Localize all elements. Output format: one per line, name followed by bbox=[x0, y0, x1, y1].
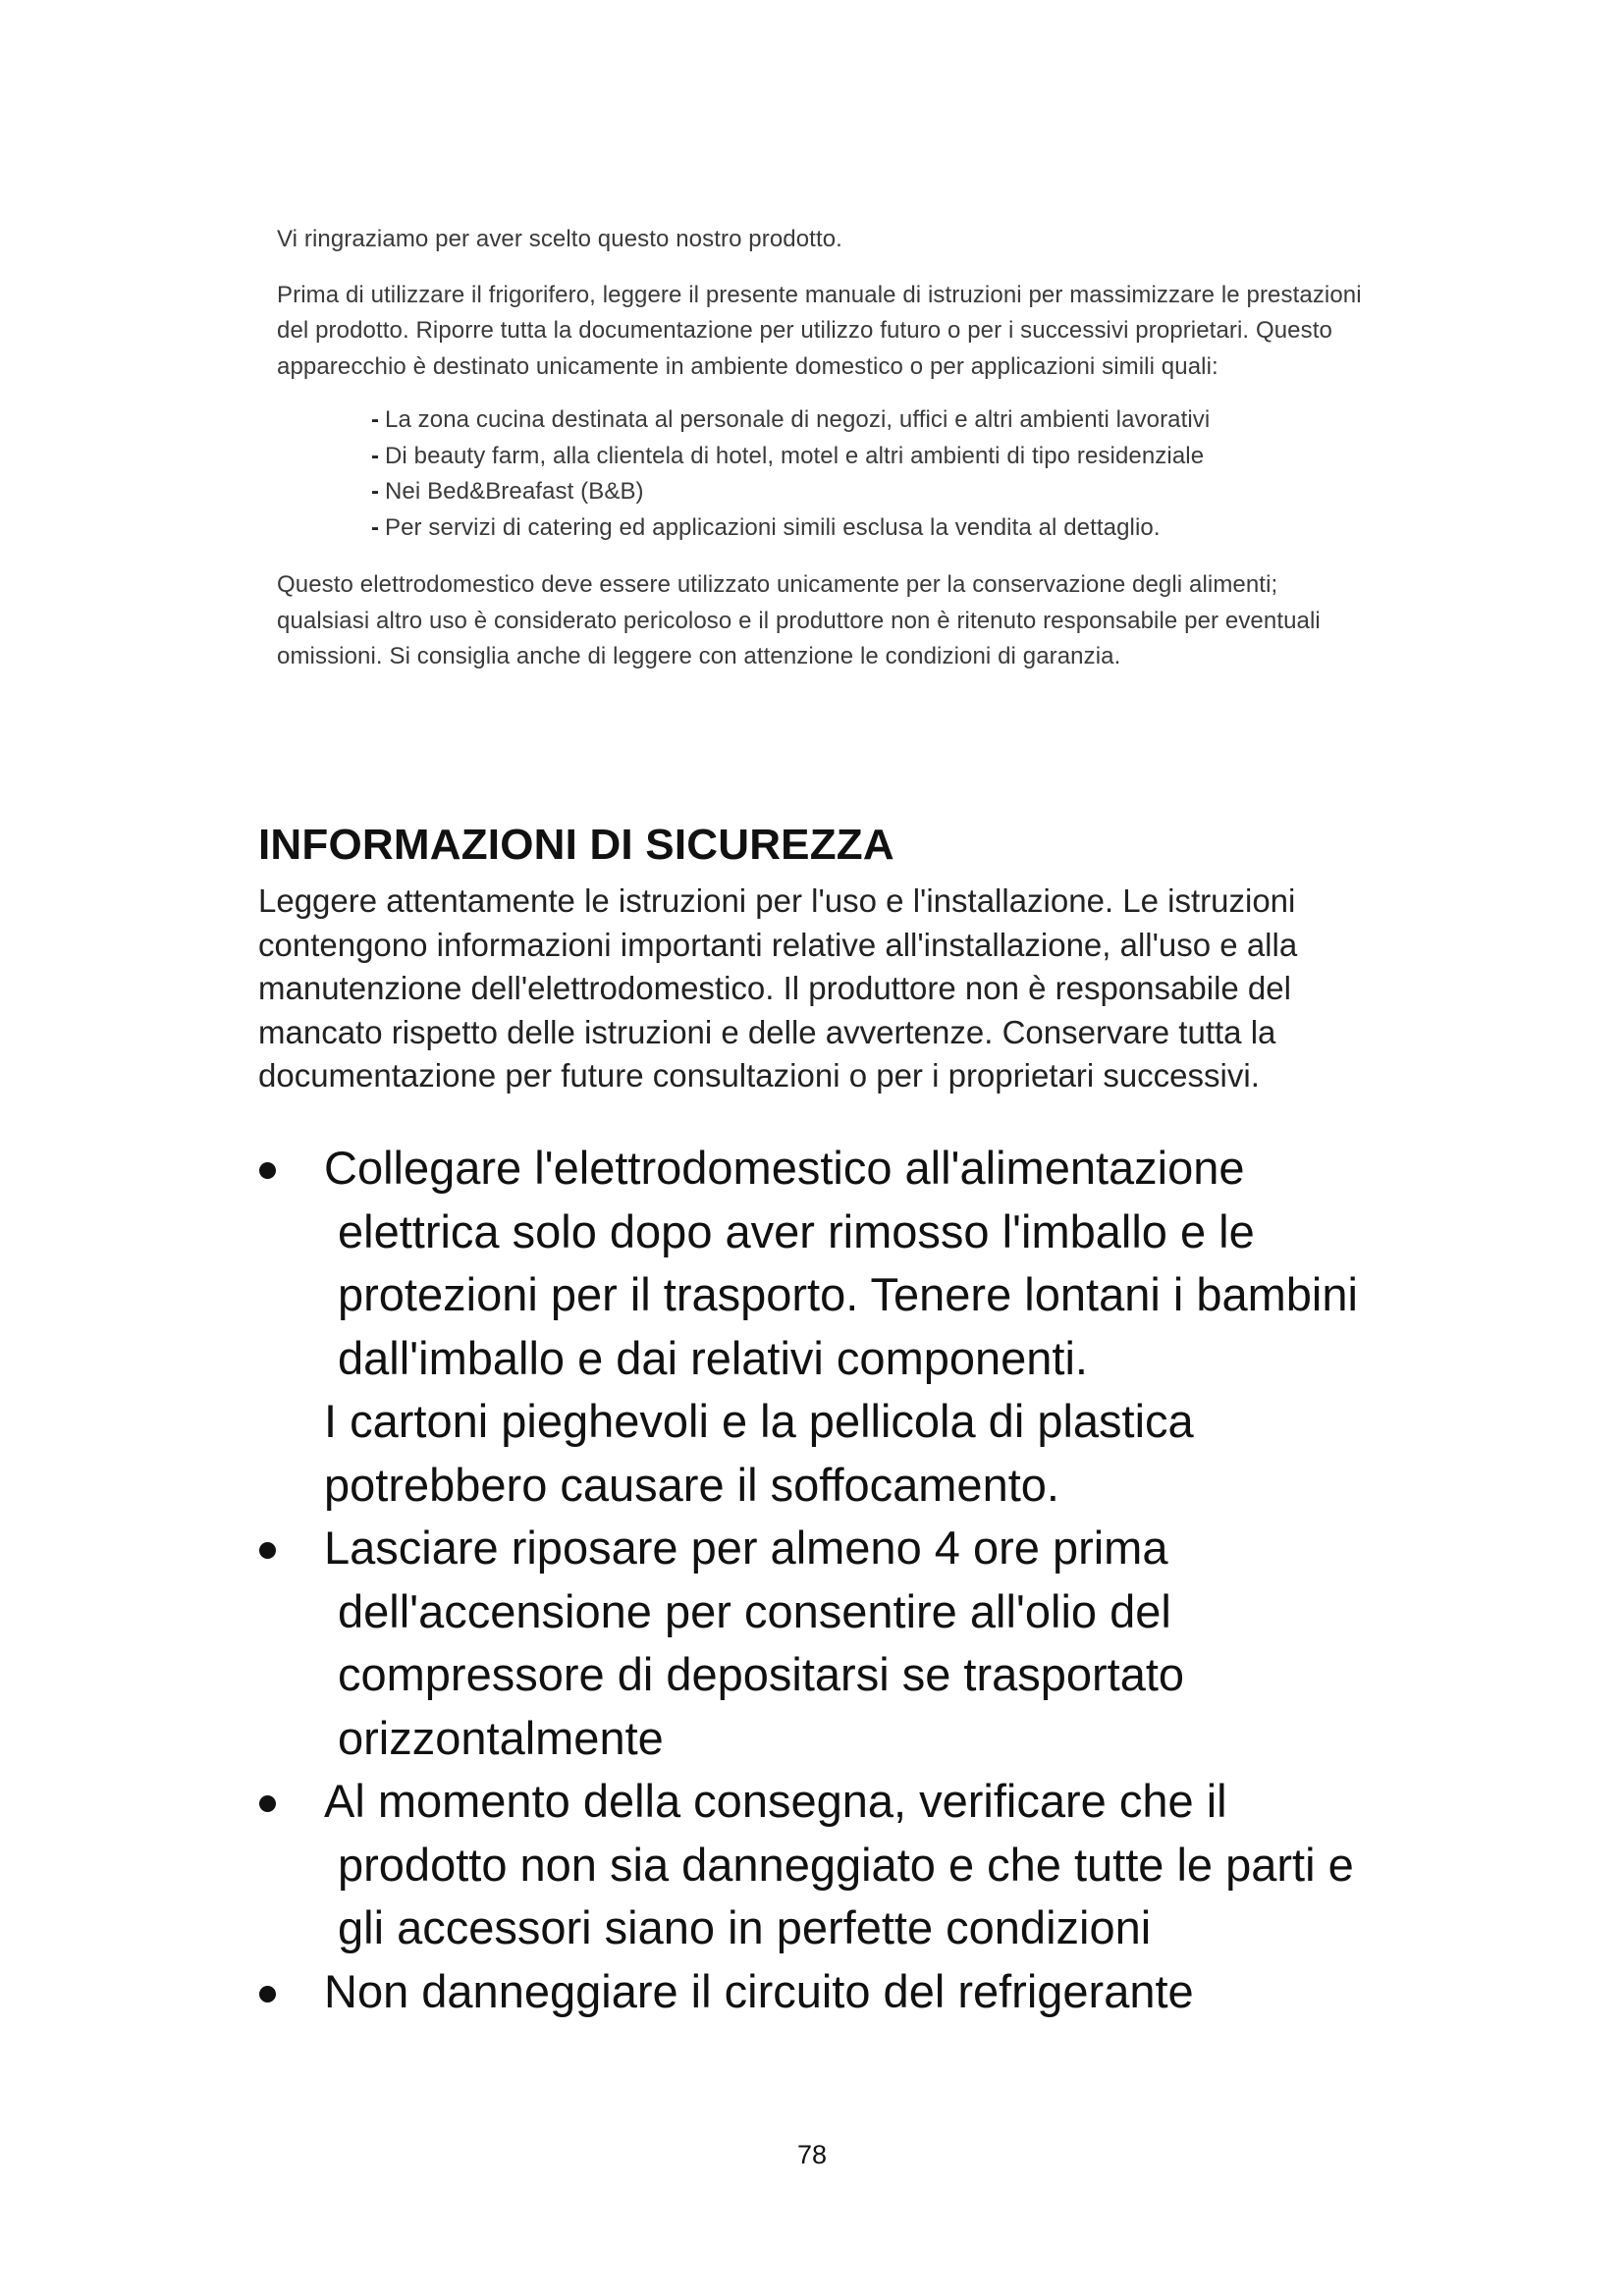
bullet-dot-icon bbox=[259, 1542, 276, 1559]
bullet-subtext: I cartoni pieghevoli e la pellicola di plastica potrebbero causare il soffocamento. bbox=[324, 1395, 1194, 1511]
dash-icon: - bbox=[371, 513, 380, 541]
dash-icon: - bbox=[371, 442, 380, 469]
list-item: Lasciare riposare per almeno 4 ore prima dell'accensione per consentire all'olio del compressore di depositarsi se trasportato orizzontalmente bbox=[253, 1517, 1392, 1770]
list-item: - Di beauty farm, alla clientela di hotel, motel e altri ambienti di tipo residenziale bbox=[371, 439, 1377, 475]
list-item: Collegare l'elettrodomestico all'alimentazione elettrica solo dopo aver rimosso l'imballo e le protezioni per il trasporto. Tenere lontani i bambini dall'imballo e dai relativi componenti. I cartoni pieghevoli e la pellicola di plastica potrebbero causare il soffocamento. bbox=[253, 1137, 1392, 1517]
intro-section bbox=[277, 222, 1377, 675]
bullet-dot-icon bbox=[259, 1162, 276, 1179]
list-item: Non danneggiare il circuito del refrigerante bbox=[253, 1960, 1392, 2024]
list-item: Al momento della consegna, verificare che il prodotto non sia danneggiato e che tutte le parti e gli accessori siano in perfette condizioni bbox=[253, 1770, 1392, 1960]
safety-intro-paragraph: Leggere attentamente le istruzioni per l'uso e l'installazione. Le istruzioni contengono informazioni importanti relative all'installazione, all'uso e alla manutenzione dell'elettrodomestico. Il produttore non è responsabile del mancato rispetto delle istruzioni e delle avvertenze. Conservare tutta la documentazione per future consultazioni o per i proprietari successivi. bbox=[258, 882, 1298, 1094]
thanks-text: Vi ringraziamo per aver scelto questo nostro prodotto. bbox=[277, 226, 842, 252]
intro-paragraph: Prima di utilizzare il frigorifero, leggere il presente manuale di istruzioni per massimizzare le prestazioni del prodotto. Riporre tutta la documentazione per utilizzo futuro o per i successivi proprietari. Questo apparecchio è destinato unicamente in ambiente domestico o per applicazioni simili quali: bbox=[277, 281, 1362, 380]
intended-uses-list bbox=[277, 402, 1377, 546]
dash-icon: - bbox=[371, 406, 380, 433]
safety-heading: INFORMAZIONI DI SICUREZZA bbox=[258, 821, 894, 869]
list-item: - Per servizi di catering ed applicazioni simili esclusa la vendita al dettaglio. bbox=[371, 510, 1377, 547]
page-number: 78 bbox=[796, 2140, 828, 2169]
list-item: - Nei Bed&Breafast (B&B) bbox=[371, 474, 1377, 510]
bullet-dot-icon bbox=[259, 1986, 276, 2002]
bullet-dot-icon bbox=[259, 1795, 276, 1812]
safety-bullet-list bbox=[253, 1137, 1392, 2023]
warranty-paragraph: Questo elettrodomestico deve essere utilizzato unicamente per la conservazione degli alimenti; qualsiasi altro uso è considerato pericoloso e il produttore non è ritenuto responsabile per eventuali omissioni. Si consiglia anche di leggere con attenzione le condizioni di garanzia. bbox=[277, 571, 1321, 669]
list-item: - La zona cucina destinata al personale di negozi, uffici e altri ambienti lavorativi bbox=[371, 402, 1377, 439]
dash-icon: - bbox=[371, 478, 380, 505]
